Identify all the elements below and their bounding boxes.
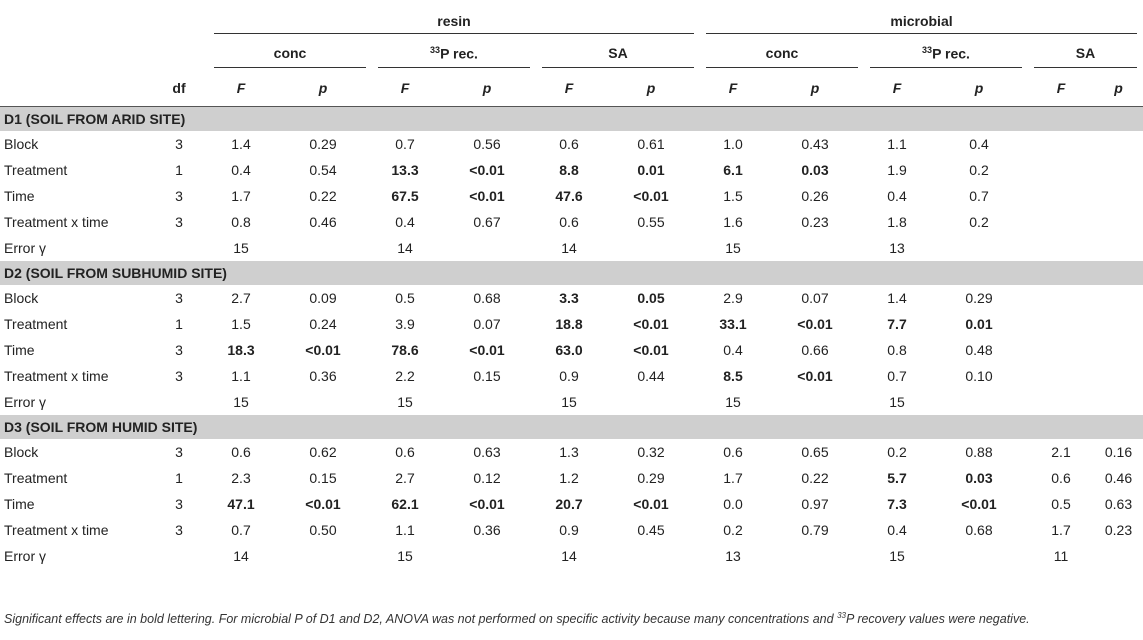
p-value-cell: 0.45 — [637, 521, 665, 538]
f-value-cell: 0.6 — [723, 443, 743, 460]
p-value-cell: 0.68 — [965, 521, 993, 538]
f-value-cell — [1028, 209, 1094, 235]
f-value-cell: 0.4 — [395, 213, 415, 230]
f-value-cell: 2.3 — [231, 469, 251, 486]
f-value-cell: 63.0 — [555, 341, 583, 358]
p-value-cell: 0.03 — [801, 161, 829, 178]
table-row — [0, 439, 1143, 465]
f-value-cell: 18.8 — [555, 315, 583, 332]
f-value-cell: 0.4 — [887, 521, 907, 538]
p-value-cell: 0.4 — [969, 135, 989, 152]
subgroup-header-row — [0, 36, 1143, 70]
f-value-cell: 1.6 — [723, 213, 743, 230]
p-value-cell: 0.22 — [801, 469, 829, 486]
table-row — [0, 157, 1143, 183]
f-value-cell: 15 — [561, 393, 577, 410]
row-label: Block — [4, 135, 39, 152]
p-value-cell — [1094, 235, 1143, 261]
p-value-cell: <0.01 — [797, 367, 833, 384]
table-row — [0, 311, 1143, 337]
f-value-cell: 13 — [889, 239, 905, 256]
f-value-cell: 8.5 — [723, 367, 743, 384]
df-cell: 3 — [175, 521, 183, 538]
df-cell: 3 — [175, 341, 183, 358]
f-header: F — [400, 79, 410, 96]
f-value-cell: 78.6 — [391, 341, 419, 358]
p-value-cell: 0.15 — [473, 367, 501, 384]
row-label: Treatment x time — [4, 213, 109, 230]
p-value-cell: 0.36 — [309, 367, 337, 384]
p-value-cell — [438, 235, 536, 261]
p-value-cell — [930, 235, 1028, 261]
f-value-cell: 15 — [233, 393, 249, 410]
f-value-cell: 0.4 — [887, 187, 907, 204]
p-value-cell — [1094, 157, 1143, 183]
p-value-cell: 0.62 — [309, 443, 337, 460]
table-body — [0, 106, 1143, 569]
f-value-cell: 1.5 — [723, 187, 743, 204]
p-value-cell: <0.01 — [633, 341, 669, 358]
f-value-cell: 0.9 — [559, 367, 579, 384]
row-label: Time — [4, 187, 35, 204]
microbial-rec-header: $^{33}$P rec. — [864, 36, 1028, 70]
table-row — [0, 235, 1143, 261]
p-value-cell: <0.01 — [469, 187, 505, 204]
f-value-cell: 47.1 — [227, 495, 255, 512]
p-value-cell — [766, 235, 864, 261]
p-value-cell: 0.29 — [965, 289, 993, 306]
p-header: p — [482, 79, 492, 96]
f-value-cell: 1.0 — [723, 135, 743, 152]
f-value-cell: 67.5 — [391, 187, 419, 204]
f-value-cell: 14 — [561, 547, 577, 564]
f-header: F — [892, 79, 902, 96]
f-value-cell: 8.8 — [559, 161, 579, 178]
f-value-cell: 0.2 — [887, 443, 907, 460]
df-cell — [150, 389, 208, 415]
p-value-cell: 0.22 — [309, 187, 337, 204]
f-header: F — [564, 79, 574, 96]
p-value-cell: <0.01 — [469, 341, 505, 358]
p-value-cell — [1094, 311, 1143, 337]
f-value-cell — [1028, 183, 1094, 209]
df-cell: 3 — [175, 495, 183, 512]
table-row — [0, 183, 1143, 209]
p-value-cell: <0.01 — [961, 495, 997, 512]
f-value-cell — [1028, 363, 1094, 389]
f-value-cell: 0.6 — [395, 443, 415, 460]
section-header-row — [0, 261, 1143, 285]
p-value-cell — [602, 389, 700, 415]
p-value-cell: 0.55 — [637, 213, 665, 230]
f-value-cell: 0.8 — [231, 213, 251, 230]
p-value-cell: 0.07 — [473, 315, 501, 332]
table-row — [0, 517, 1143, 543]
f-value-cell: 20.7 — [555, 495, 583, 512]
p-value-cell: 0.79 — [801, 521, 829, 538]
f-value-cell: 3.3 — [559, 289, 579, 306]
f-value-cell: 0.7 — [887, 367, 907, 384]
f-value-cell: 2.9 — [723, 289, 743, 306]
anova-table — [0, 6, 1143, 569]
df-cell: 1 — [175, 469, 183, 486]
f-value-cell: 1.1 — [887, 135, 907, 152]
df-cell: 1 — [175, 315, 183, 332]
table-row — [0, 491, 1143, 517]
p-value-cell: 0.97 — [801, 495, 829, 512]
df-cell: 3 — [175, 443, 183, 460]
group-resin: resin — [208, 6, 700, 36]
row-label: Error γ — [4, 393, 46, 410]
df-cell: 3 — [175, 135, 183, 152]
resin-sa-header: SA — [536, 36, 700, 70]
p-value-cell: 0.05 — [637, 289, 665, 306]
row-label: Treatment — [4, 469, 68, 486]
p-header: p — [1114, 79, 1123, 96]
f-value-cell — [1028, 311, 1094, 337]
p-value-cell: 0.07 — [801, 289, 829, 306]
f-value-cell: 2.1 — [1051, 443, 1071, 460]
f-value-cell: 11 — [1053, 547, 1069, 564]
f-value-cell: 2.7 — [395, 469, 415, 486]
f-value-cell — [1028, 285, 1094, 311]
table-row — [0, 209, 1143, 235]
table-row — [0, 131, 1143, 157]
f-value-cell: 1.4 — [231, 135, 251, 152]
p-value-cell: 0.2 — [969, 161, 989, 178]
f-value-cell: 1.1 — [231, 367, 251, 384]
f-value-cell: 0.6 — [231, 443, 251, 460]
f-value-cell: 7.7 — [887, 315, 907, 332]
p-value-cell — [438, 389, 536, 415]
df-cell: 3 — [175, 289, 183, 306]
f-value-cell: 33.1 — [719, 315, 747, 332]
p-header: p — [974, 79, 984, 96]
f-value-cell: 0.8 — [887, 341, 907, 358]
table-row — [0, 363, 1143, 389]
p-value-cell: 0.48 — [965, 341, 993, 358]
p-value-cell: 0.12 — [473, 469, 501, 486]
f-value-cell: 0.9 — [559, 521, 579, 538]
p-value-cell — [1094, 337, 1143, 363]
f-value-cell: 14 — [561, 239, 577, 256]
column-header-row — [0, 70, 1143, 106]
row-label: Time — [4, 495, 35, 512]
p-value-cell: 0.65 — [801, 443, 829, 460]
f-value-cell: 0.6 — [1051, 469, 1071, 486]
p-value-cell: 0.66 — [801, 341, 829, 358]
df-cell: 1 — [175, 161, 183, 178]
df-cell: 3 — [175, 187, 183, 204]
f-value-cell: 7.3 — [887, 495, 907, 512]
p-value-cell: 0.63 — [473, 443, 501, 460]
table-row — [0, 543, 1143, 569]
p-value-cell: 0.32 — [637, 443, 665, 460]
f-header: F — [1056, 79, 1066, 96]
p-value-cell: 0.01 — [637, 161, 665, 178]
p-value-cell: 0.29 — [309, 135, 337, 152]
section-title: D2 (SOIL FROM SUBHUMID SITE) — [0, 261, 1143, 285]
p-value-cell: 0.23 — [801, 213, 829, 230]
f-header: F — [728, 79, 738, 96]
f-value-cell — [1028, 235, 1094, 261]
section-title: D3 (SOIL FROM HUMID SITE) — [0, 415, 1143, 439]
p-header: p — [810, 79, 820, 96]
p-value-cell: <0.01 — [797, 315, 833, 332]
p-value-cell: 0.09 — [309, 289, 337, 306]
f-value-cell: 15 — [397, 393, 413, 410]
p-value-cell: 0.88 — [965, 443, 993, 460]
p-value-cell: 0.23 — [1104, 521, 1133, 538]
section-header-row — [0, 415, 1143, 439]
p-value-cell — [1094, 543, 1143, 569]
p-value-cell: 0.50 — [309, 521, 337, 538]
p-value-cell: 0.68 — [473, 289, 501, 306]
f-value-cell: 0.7 — [395, 135, 415, 152]
p-value-cell: 0.44 — [637, 367, 665, 384]
p-value-cell: <0.01 — [633, 495, 669, 512]
p-value-cell — [1094, 285, 1143, 311]
p-value-cell: 0.01 — [965, 315, 993, 332]
table-row — [0, 389, 1143, 415]
p-value-cell — [930, 543, 1028, 569]
f-value-cell: 14 — [397, 239, 413, 256]
p-value-cell — [602, 235, 700, 261]
p-value-cell: <0.01 — [633, 315, 669, 332]
f-value-cell: 15 — [725, 239, 741, 256]
f-value-cell: 0.6 — [559, 213, 579, 230]
df-cell — [150, 543, 208, 569]
table-row — [0, 337, 1143, 363]
f-header: F — [236, 79, 246, 96]
microbial-conc-header: conc — [700, 36, 864, 70]
row-label: Treatment x time — [4, 521, 109, 538]
p-value-cell — [1094, 389, 1143, 415]
row-label: Error γ — [4, 547, 46, 564]
microbial-sa-header: SA — [1028, 36, 1143, 70]
f-value-cell: 15 — [889, 393, 905, 410]
p-value-cell — [1094, 131, 1143, 157]
row-label: Block — [4, 289, 39, 306]
df-cell: 3 — [175, 367, 183, 384]
p-value-cell: <0.01 — [469, 495, 505, 512]
p-value-cell: 0.63 — [1104, 495, 1133, 512]
df-header: df — [172, 79, 186, 96]
f-value-cell: 1.7 — [231, 187, 251, 204]
p-value-cell — [274, 235, 372, 261]
resin-rec-header: $^{33}$P rec. — [372, 36, 536, 70]
p-value-cell: 0.10 — [965, 367, 993, 384]
p-value-cell: <0.01 — [469, 161, 505, 178]
p-value-cell: 0.43 — [801, 135, 829, 152]
p-value-cell — [274, 389, 372, 415]
f-value-cell: 3.9 — [395, 315, 415, 332]
f-value-cell: 0.5 — [395, 289, 415, 306]
p-value-cell — [1094, 183, 1143, 209]
p-value-cell: 0.46 — [1104, 469, 1133, 486]
footnote: Significant effects are in bold lettering. For microbial P of D1 and D2, ANOVA was not performed on specific activity because many concentrations and $^{33}$P recovery values were negative. — [4, 611, 1030, 627]
p-value-cell: 0.15 — [309, 469, 337, 486]
p-value-cell — [602, 543, 700, 569]
p-value-cell: 0.36 — [473, 521, 501, 538]
p-header: p — [318, 79, 328, 96]
row-label: Treatment — [4, 161, 68, 178]
f-value-cell: 1.5 — [231, 315, 251, 332]
p-value-cell: 0.16 — [1104, 443, 1133, 460]
f-value-cell: 0.2 — [723, 521, 743, 538]
p-value-cell: 0.61 — [637, 135, 665, 152]
f-value-cell: 1.2 — [559, 469, 579, 486]
p-header: p — [646, 79, 656, 96]
f-value-cell: 5.7 — [887, 469, 907, 486]
p-value-cell: 0.54 — [309, 161, 337, 178]
resin-conc-header: conc — [208, 36, 372, 70]
f-value-cell: 0.5 — [1051, 495, 1071, 512]
p-value-cell: 0.67 — [473, 213, 501, 230]
row-label: Time — [4, 341, 35, 358]
group-microbial: microbial — [700, 6, 1143, 36]
f-value-cell: 2.2 — [395, 367, 415, 384]
df-cell — [150, 235, 208, 261]
f-value-cell — [1028, 337, 1094, 363]
section-title: D1 (SOIL FROM ARID SITE) — [0, 106, 1143, 131]
f-value-cell: 13 — [725, 547, 741, 564]
f-value-cell: 13.3 — [391, 161, 419, 178]
f-value-cell: 6.1 — [723, 161, 743, 178]
p-value-cell — [1094, 363, 1143, 389]
row-label: Treatment x time — [4, 367, 109, 384]
f-value-cell: 18.3 — [227, 341, 255, 358]
p-value-cell: 0.46 — [309, 213, 337, 230]
f-value-cell: 15 — [397, 547, 413, 564]
p-value-cell: 0.29 — [637, 469, 665, 486]
f-value-cell: 1.7 — [723, 469, 743, 486]
p-value-cell: 0.03 — [965, 469, 993, 486]
df-cell: 3 — [175, 213, 183, 230]
f-value-cell: 0.0 — [723, 495, 743, 512]
f-value-cell: 15 — [889, 547, 905, 564]
f-value-cell: 1.3 — [559, 443, 579, 460]
f-value-cell: 62.1 — [391, 495, 419, 512]
p-value-cell: 0.24 — [309, 315, 337, 332]
p-value-cell — [274, 543, 372, 569]
f-value-cell — [1028, 389, 1094, 415]
p-value-cell — [766, 389, 864, 415]
row-label: Treatment — [4, 315, 68, 332]
p-value-cell: 0.2 — [969, 213, 989, 230]
p-value-cell — [1094, 209, 1143, 235]
f-value-cell — [1028, 131, 1094, 157]
p-value-cell: 0.56 — [473, 135, 501, 152]
p-value-cell: 0.7 — [969, 187, 989, 204]
f-value-cell — [1028, 157, 1094, 183]
table-row — [0, 465, 1143, 491]
f-value-cell: 0.6 — [559, 135, 579, 152]
f-value-cell: 14 — [233, 547, 249, 564]
row-label: Error γ — [4, 239, 46, 256]
p-value-cell: <0.01 — [633, 187, 669, 204]
f-value-cell: 1.4 — [887, 289, 907, 306]
f-value-cell: 1.1 — [395, 521, 415, 538]
f-value-cell: 2.7 — [231, 289, 251, 306]
p-value-cell: <0.01 — [305, 495, 341, 512]
section-header-row — [0, 106, 1143, 131]
p-value-cell — [438, 543, 536, 569]
f-value-cell: 47.6 — [555, 187, 583, 204]
f-value-cell: 15 — [725, 393, 741, 410]
f-value-cell: 0.7 — [231, 521, 251, 538]
f-value-cell: 0.4 — [231, 161, 251, 178]
p-value-cell: 0.26 — [801, 187, 829, 204]
f-value-cell: 0.4 — [723, 341, 743, 358]
p-value-cell: <0.01 — [305, 341, 341, 358]
table-row — [0, 285, 1143, 311]
f-value-cell: 1.8 — [887, 213, 907, 230]
p-value-cell — [766, 543, 864, 569]
f-value-cell: 1.9 — [887, 161, 907, 178]
row-label: Block — [4, 443, 39, 460]
f-value-cell: 1.7 — [1051, 521, 1071, 538]
group-header-row — [0, 6, 1143, 36]
f-value-cell: 15 — [233, 239, 249, 256]
p-value-cell — [930, 389, 1028, 415]
